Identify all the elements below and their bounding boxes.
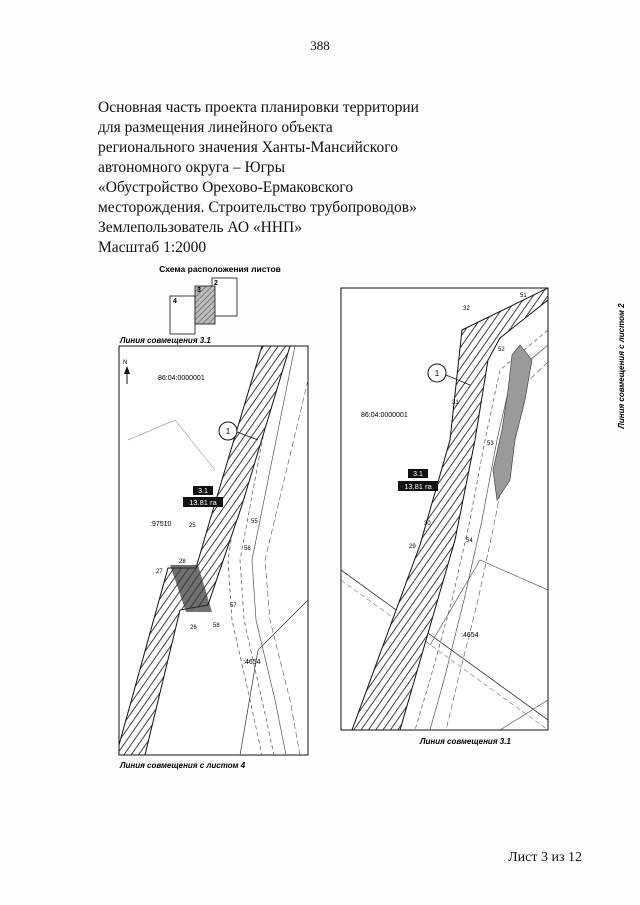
title-line: для размещения линейного объекта <box>98 119 333 136</box>
left-callout-number: 1 <box>225 427 231 436</box>
point-label: 30 <box>424 521 431 527</box>
point-label: 54 <box>466 538 473 544</box>
point-label: 32 <box>463 306 470 312</box>
left-area-label-1: 3.1 <box>198 488 208 495</box>
scheme-label-3: 3 <box>197 287 201 294</box>
right-side-match-line-label: Линия совмещения с листом 2 <box>617 303 626 429</box>
point-label: 53 <box>487 441 494 447</box>
point-label: 26 <box>190 625 197 631</box>
point-label: 28 <box>179 559 186 565</box>
title-line: месторождения. Строительство трубопроводов» <box>98 199 417 216</box>
right-bottom-match-line-label: Линия совмещения 3.1 <box>420 737 511 746</box>
point-label: 58 <box>213 623 220 629</box>
title-line: Землепользователь АО «ННП» <box>98 219 302 236</box>
scheme-label-2: 2 <box>214 280 218 287</box>
sheet-scheme <box>159 264 281 334</box>
title-line: Масштаб 1:2000 <box>98 239 207 256</box>
title-line: регионального значения Ханты-Мансийского <box>98 139 398 156</box>
point-label: 25 <box>189 523 196 529</box>
left-parcel-label: :97510 <box>150 521 172 528</box>
right-map <box>341 288 626 746</box>
point-label: 27 <box>156 569 163 575</box>
left-bottom-match-line-label: Линия совмещения с листом 4 <box>120 761 246 770</box>
point-label: 31 <box>452 400 459 406</box>
left-parcel-label: :4654 <box>243 659 261 666</box>
right-callout-number: 1 <box>434 369 440 378</box>
page-number: 388 <box>310 38 330 53</box>
point-label: 51 <box>520 293 527 299</box>
title-line: автономного округа – Югры <box>98 159 286 176</box>
point-label: 29 <box>409 544 416 550</box>
right-area-label-2: 13.81 га <box>404 482 432 491</box>
scheme-title: Схема расположения листов <box>159 264 281 274</box>
title-line: «Обустройство Орехово-Ермаковского <box>98 179 354 196</box>
right-parcel-label: :4654 <box>461 632 479 639</box>
point-label: 55 <box>251 519 258 525</box>
point-label: 56 <box>244 546 251 552</box>
left-top-match-line-label: Линия совмещения 3.1 <box>120 336 211 345</box>
right-area-label-1: 3.1 <box>413 471 423 478</box>
left-cadastral-number: 86:04:0000001 <box>158 375 205 382</box>
right-cadastral-number: 86:04:0000001 <box>361 412 408 419</box>
left-area-label-2: 13.81 га <box>189 498 217 507</box>
title-line: Основная часть проекта планировки территории <box>98 99 419 116</box>
point-label: 57 <box>230 603 237 609</box>
scheme-label-4: 4 <box>173 298 177 305</box>
left-map <box>119 336 308 770</box>
sheet-footer: Лист 3 из 12 <box>508 850 582 865</box>
point-label: 52 <box>498 347 505 353</box>
north-label: N <box>123 360 128 366</box>
